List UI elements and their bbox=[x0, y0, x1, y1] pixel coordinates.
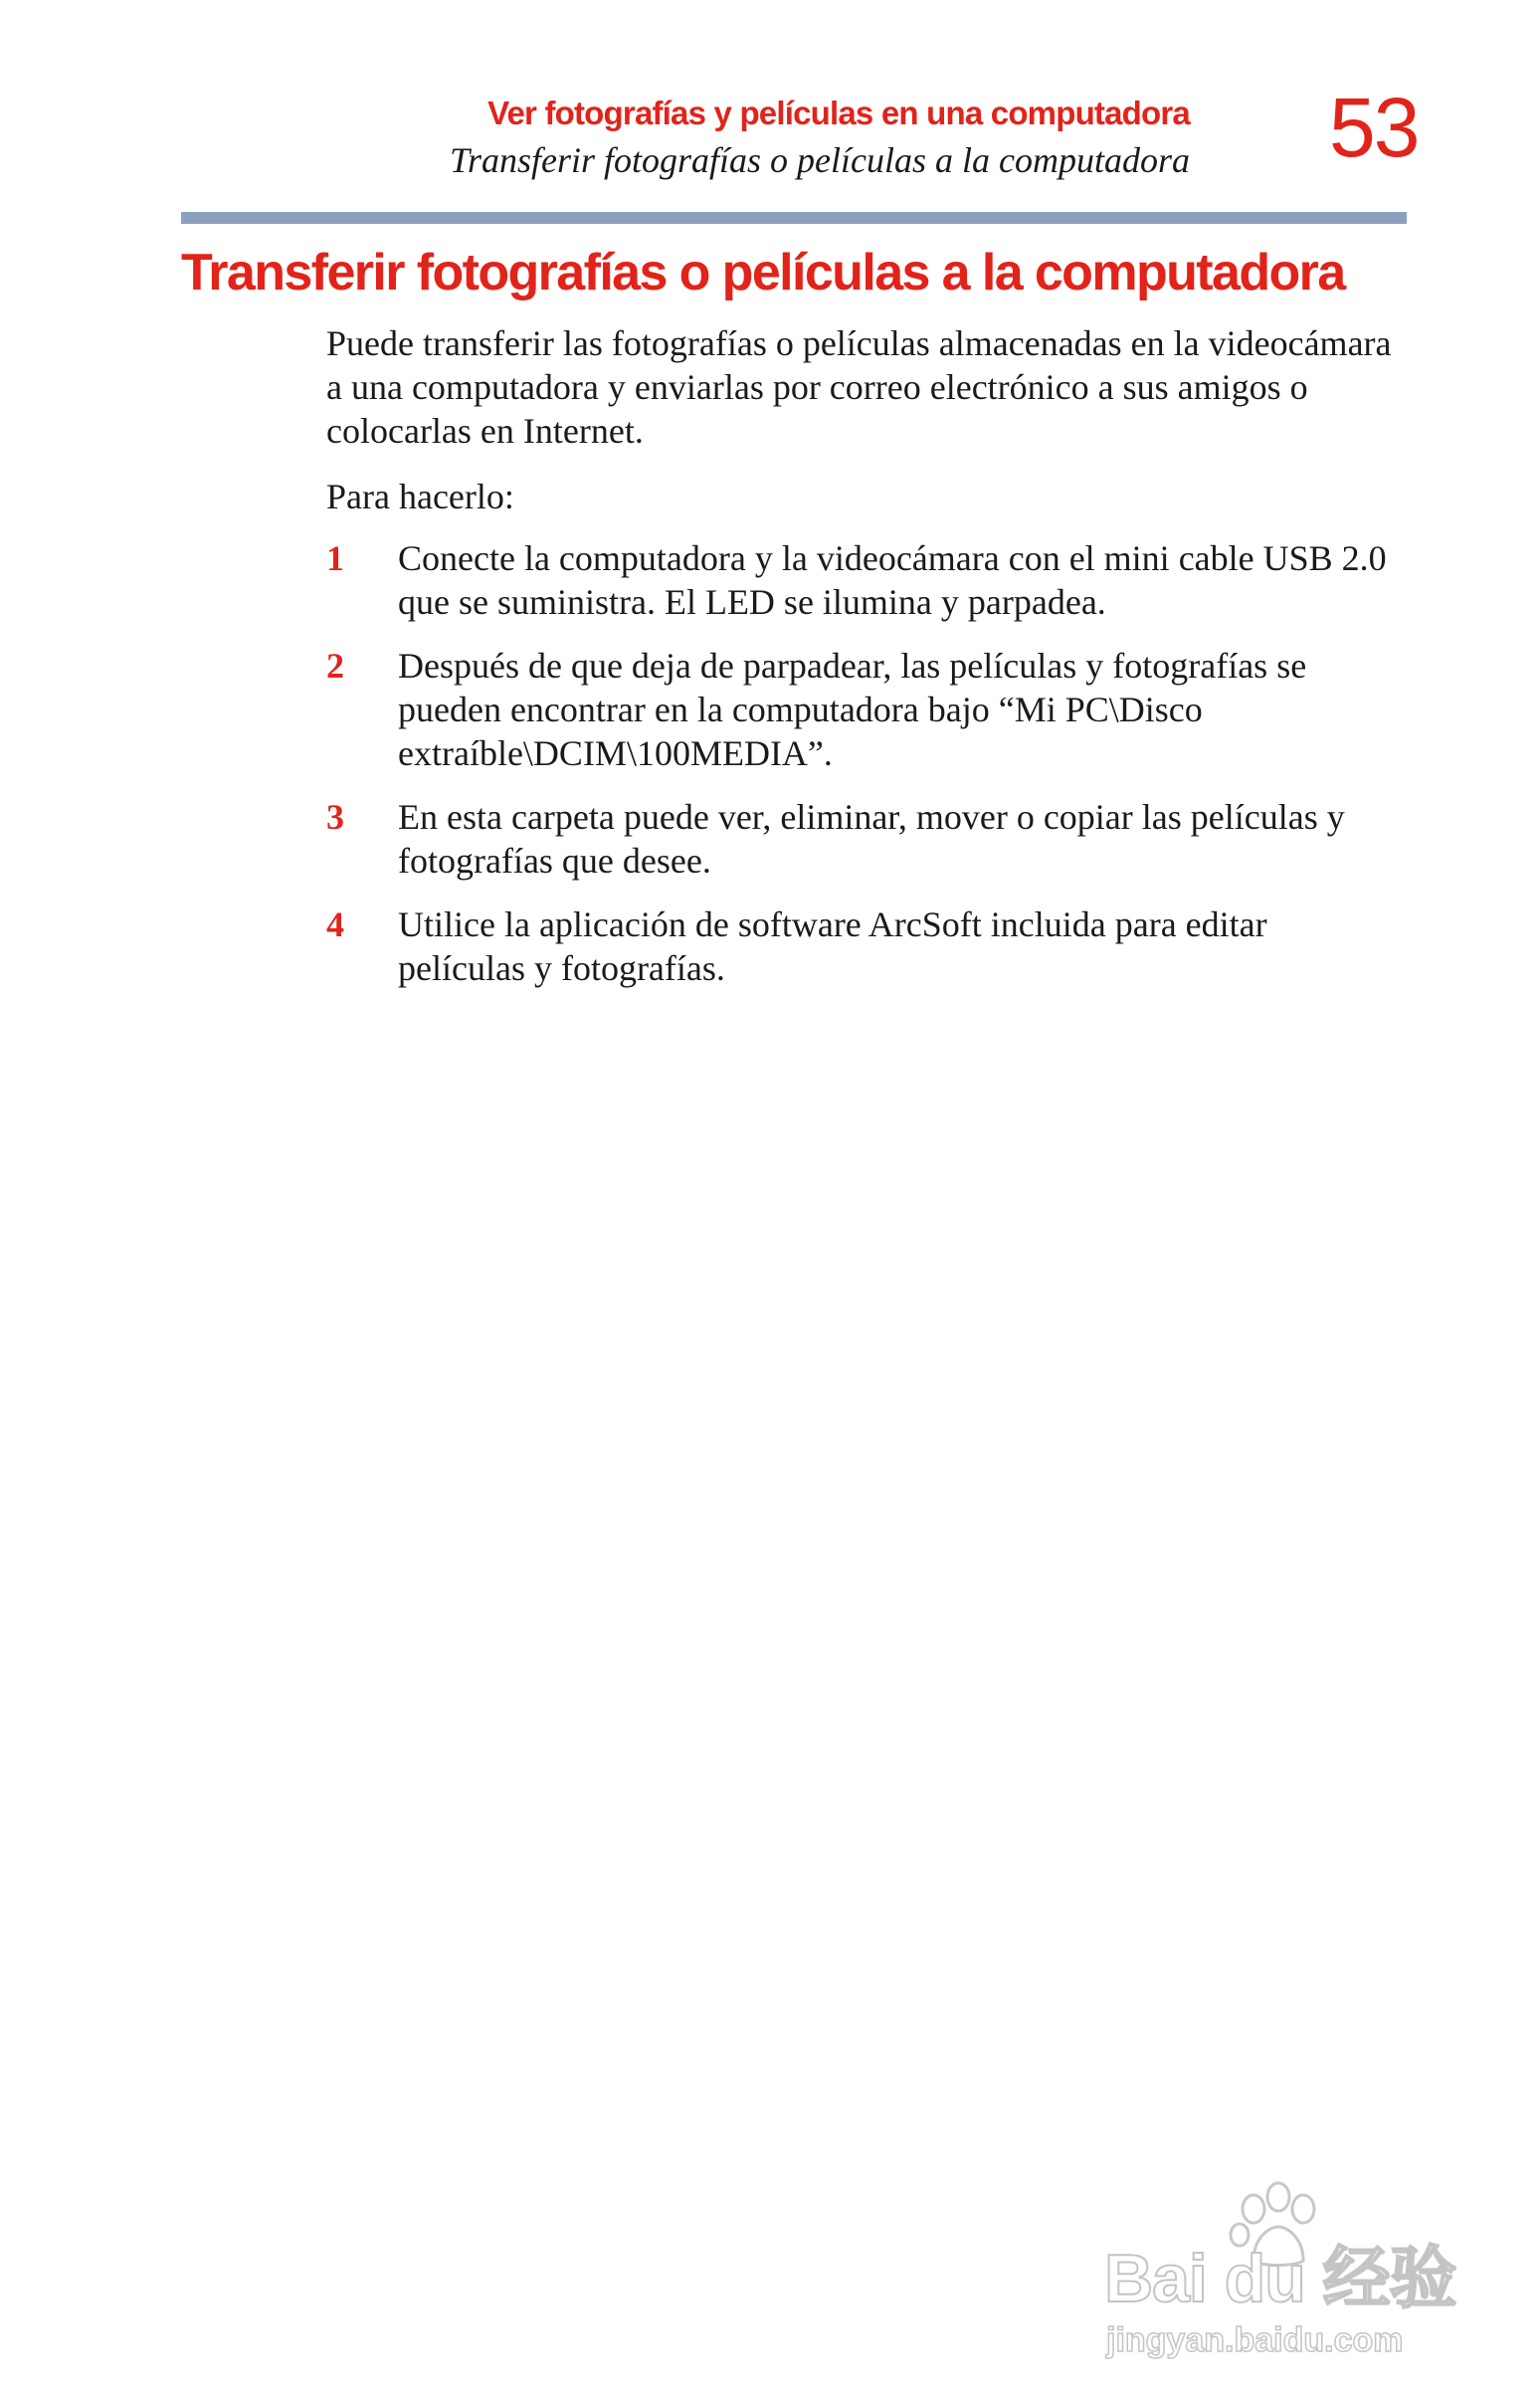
step-number: 4 bbox=[326, 904, 344, 944]
step-text: Después de que deja de parpadear, las películas y fotografías se pueden encontrar en la computadora bajo “Mi PC\Disco extraíble\DCIM\100MEDIA”. bbox=[398, 646, 1307, 773]
step-text: En esta carpeta puede ver, eliminar, mover o copiar las películas y fotografías que desee. bbox=[398, 797, 1345, 881]
running-head bbox=[450, 92, 1190, 185]
steps-list bbox=[326, 536, 1401, 990]
step-item bbox=[326, 644, 1401, 775]
intro-paragraph: Puede transferir las fotografías o películas almacenadas en la videocámara a una computadora y enviarlas por correo electrónico a sus amigos o colocarlas en Internet. bbox=[326, 323, 1392, 451]
step-number: 3 bbox=[326, 797, 344, 837]
step-text: Utilice la aplicación de software ArcSoft incluida para editar películas y fotografías. bbox=[398, 904, 1267, 988]
section-title: Transferir fotografías o películas a la computadora bbox=[181, 244, 1345, 301]
step-item bbox=[326, 536, 1401, 624]
baidu-watermark bbox=[1104, 2181, 1462, 2360]
lead-in-paragraph: Para hacerlo: bbox=[326, 477, 514, 516]
step-number: 2 bbox=[326, 646, 344, 686]
chapter-title: Ver fotografías y películas en una computadora bbox=[487, 95, 1190, 131]
section-body bbox=[326, 321, 1401, 1010]
step-item bbox=[326, 902, 1401, 990]
page-number: 53 bbox=[1329, 81, 1419, 174]
running-section-title: Transferir fotografías o películas a la computadora bbox=[449, 140, 1190, 180]
step-number: 1 bbox=[326, 538, 344, 578]
watermark-brand: Bai du 经验 bbox=[1104, 2241, 1456, 2316]
step-text: Conecte la computadora y la videocámara con el mini cable USB 2.0 que se suministra. El LED se ilumina y parpadea. bbox=[398, 538, 1387, 622]
header-rule bbox=[181, 212, 1407, 224]
step-item bbox=[326, 795, 1401, 883]
watermark-url: jingyan.baidu.com bbox=[1106, 2321, 1404, 2359]
